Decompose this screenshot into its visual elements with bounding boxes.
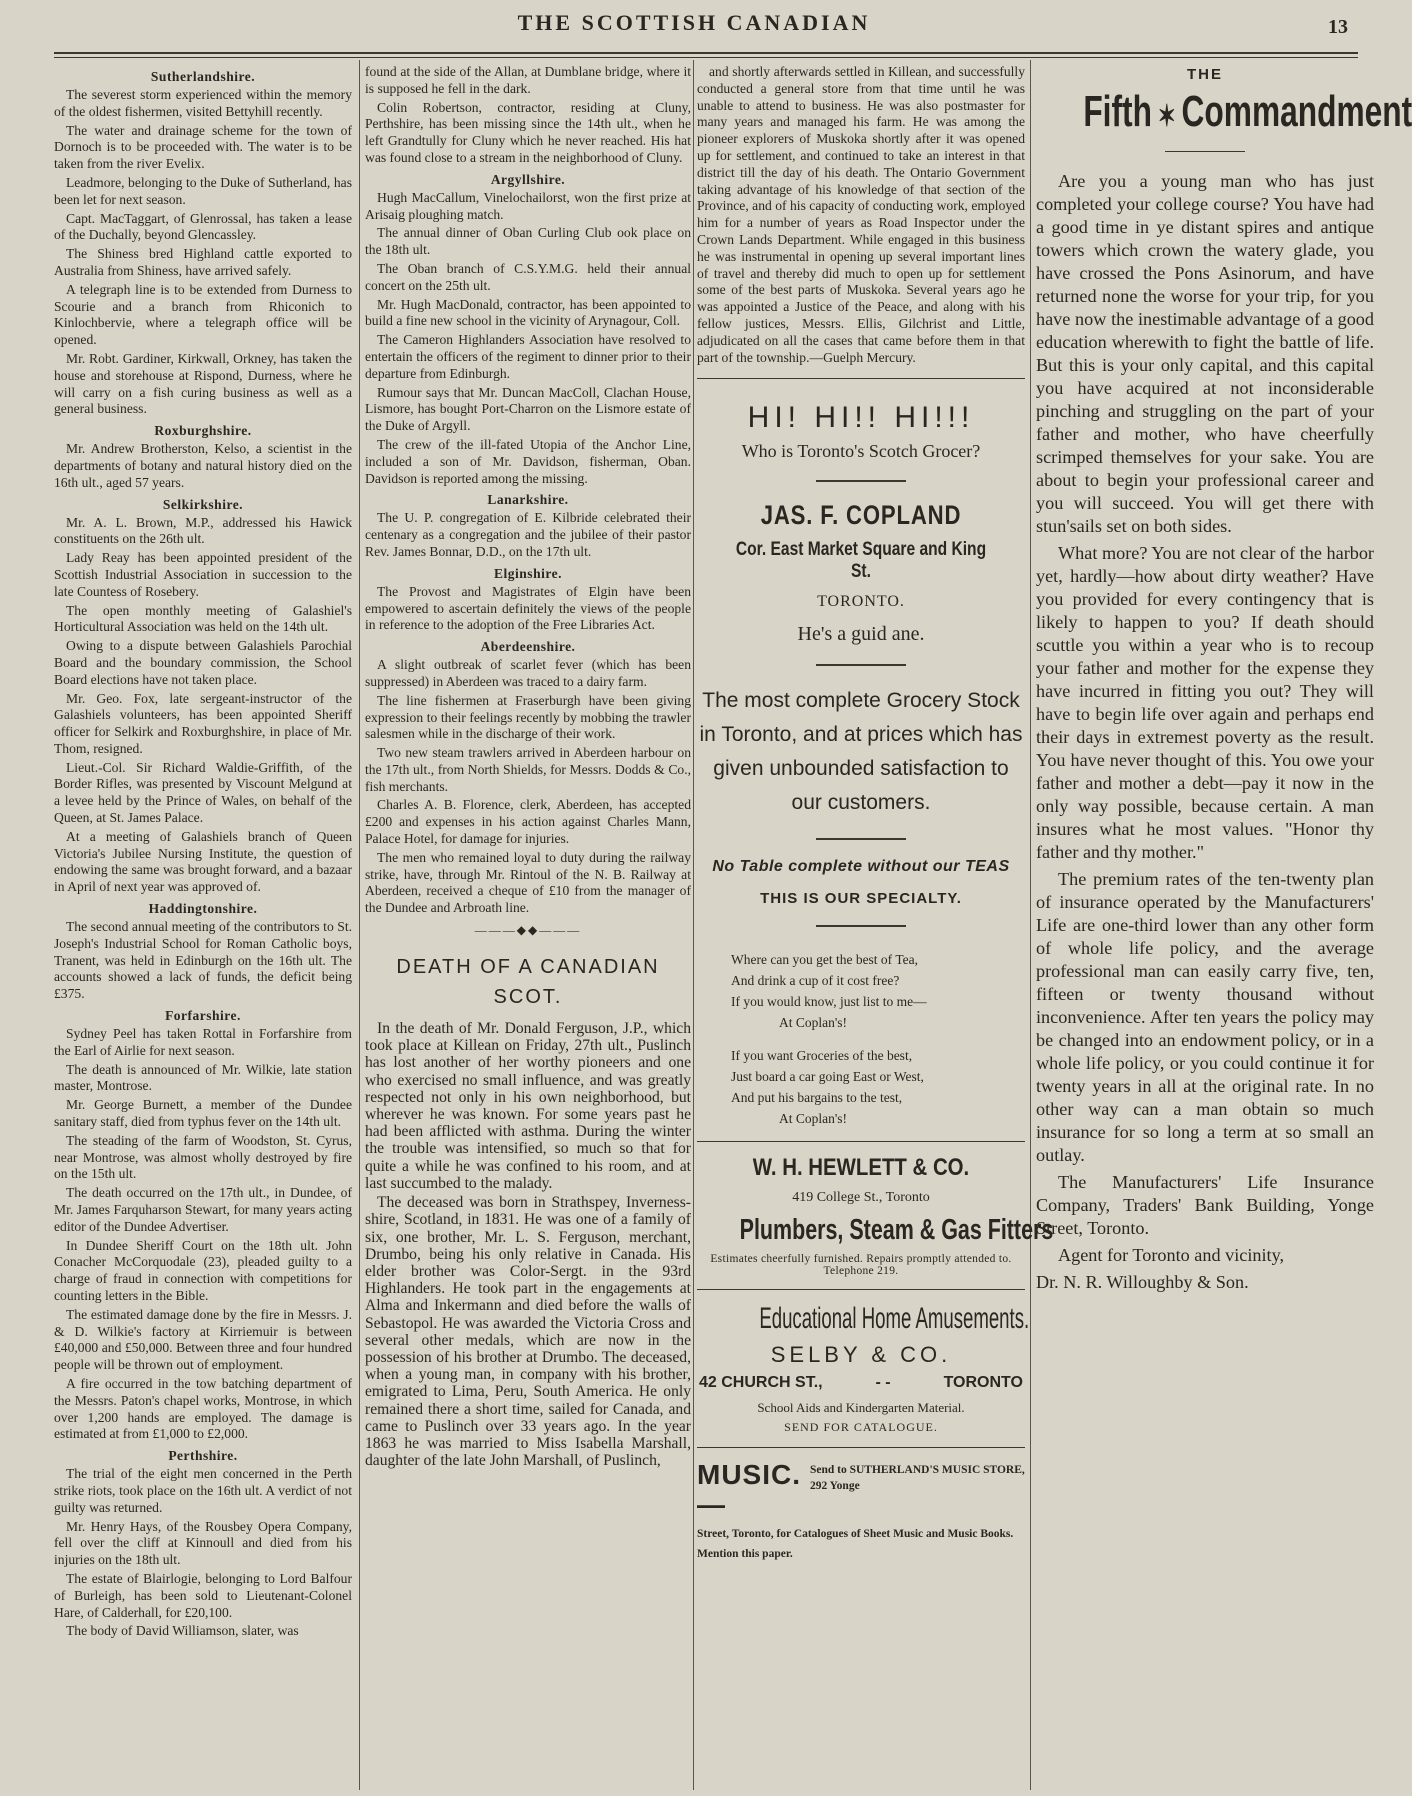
news-item: Mr. Geo. Fox, late sergeant-instructor of the Galashiels volunteers, has been appointed Sheriff officer for Selkirk and Roxburghshire, in place of Mr. Thom, resigned.	[54, 690, 352, 756]
hewlett-ad	[697, 1154, 1054, 1278]
news-item: A slight outbreak of scarlet fever (which has been suppressed) in Aberdeen was traced to a dairy farm.	[365, 657, 691, 689]
essay-paragraph: The premium rates of the ten-twenty plan of insurance operated by the Manufacturers' Life are one-third lower than any other form of whole life policy, and the average professional man can easily carry five, ten, fifteen or twenty thousand without inconvenience. After ten years the policy may be changed into an endowment policy, or in a whole life policy, or you could continue it for twenty years in all at the original rate. In no other way can a man obtain so much insurance for so long a term at so small an outlay.	[1036, 869, 1374, 1165]
ad-border	[697, 378, 1025, 379]
county-heading: Selkirkshire.	[162, 496, 244, 512]
page-number: 13	[1328, 16, 1348, 38]
copland-city: TORONTO.	[817, 593, 905, 611]
news-item: Colin Robertson, contractor, residing at Cluny, Perthshire, has been missing since the 14th ult., when he left Grandtully for Cluny which he never reached. His hat was found close to a stream in the neighborhood of Cluny.	[365, 99, 691, 165]
selby-line1: School Aids and Kindergarten Material.	[757, 1400, 965, 1416]
ads-column	[697, 64, 1054, 1789]
news-item: The Cameron Highlanders Association have resolved to entertain the officers of the regiment to dinner prior to their departure from Edinburgh.	[365, 332, 691, 381]
copland-verse	[697, 949, 1025, 1129]
article-continuation: and shortly afterwards settled in Killean, and successfully conducted a general store from that time until he was unable to attend to business. He was also postmaster for many years and managed his farm. He was among the pioneer explorers of Muskoka shortly after it was opened up for settlement, and continued to take an interest in that district till the day of his death. The Ontario Government taking advantage of his knowledge of that section of the Province, and of his capacity of conducting work, employed him for a number of years as Road Inspector under the Crown Lands Department. While engaged in this business he was instrumental in opening up several important lines of travel and thereby did much to open up for settlement some of the best parts of Muskoka. Several years ago he was appointed a Justice of the Peace, and along with his fellow justices, Messrs. Ellis, Gilchrist and Little, adjudicated on all the cases that came before them in that part of the township.—Guelph Mercury.	[697, 64, 1025, 365]
news-item: The Provost and Magistrates of Elgin have been empowered to ascertain definitely the views of the people in reference to the adoption of the Free Libraries Act.	[365, 583, 691, 633]
article-headline: DEATH OF A CANADIAN SCOT.	[396, 956, 660, 1009]
essay-body	[1036, 170, 1374, 1240]
selby-name: SELBY & CO.	[770, 1342, 952, 1368]
news-item: Sydney Peel has taken Rottal in Forfarshire from the Earl of Airlie for next season.	[54, 1026, 352, 1058]
ad-rule	[816, 480, 906, 482]
news-item: Leadmore, belonging to the Duke of Sutherland, has been let for next season.	[54, 174, 352, 207]
verse-line: And put his bargains to the test,	[731, 1090, 903, 1106]
news-item: The Oban branch of C.S.Y.M.G. held their annual concert on the 25th ult.	[365, 260, 691, 293]
verse-line: Where can you get the best of Tea,	[731, 952, 918, 968]
article-body	[365, 1020, 691, 1469]
news-item: The death is announced of Mr. Wilkie, late station master, Montrose.	[54, 1061, 352, 1094]
masthead: THE SCOTTISH CANADIAN	[517, 10, 871, 35]
copland-address: Cor. East Market Square and King St.	[735, 539, 987, 583]
news-item: In Dundee Sheriff Court on the 18th ult. John Conacher McCorquodale (23), pleaded guilty to a charge of fraud in connection with competitions for counting letters in the Bible.	[54, 1237, 352, 1303]
top-rule-thin	[54, 57, 1358, 58]
title-right: Commandment	[1181, 87, 1412, 136]
news-item: The water and drainage scheme for the town of Dornoch is to be proceeded with. The water is to be taken from the river Evelix.	[54, 122, 352, 172]
column-divider	[359, 60, 360, 1790]
hewlett-name: W. H. HEWLETT & CO.	[752, 1154, 970, 1182]
selby-street: 42 CHURCH ST.,	[699, 1374, 823, 1392]
news-item: Two new steam trawlers arrived in Aberdeen harbour on the 17th ult., from North Shields, for Messrs. Dodds & Co., fish merchants.	[365, 745, 691, 794]
essay-paragraph: The Manufacturers' Life Insurance Company, Traders' Bank Building, Yonge Street, Toronto.	[1036, 1172, 1374, 1238]
verse-line: If you want Groceries of the best,	[731, 1048, 913, 1064]
ad-border	[697, 1141, 1025, 1142]
ad-rule	[816, 664, 906, 666]
news-item: At a meeting of Galashiels branch of Queen Victoria's Jubilee Nursing Institute, the question of endowing the same was brought forward, and a bazaar in April of next year was approved of.	[54, 828, 352, 895]
music-text2: Street, Toronto, for Catalogues of Sheet Music and Music Books. Mention this paper.	[697, 1528, 1014, 1561]
news-item: Charles A. B. Florence, clerk, Aberdeen, has accepted £200 and expenses in his action against Charles Mann, Palace Hotel, for damage for injuries.	[365, 797, 691, 847]
verse-line: If you would know, just list to me—	[731, 994, 927, 1010]
news-item: A fire occurred in the tow batching department of the Messrs. Paton's chapel works, Montrose, in which over 1,200 hands are employed. The damage is estimated at from £1,000 to £2,000.	[54, 1375, 352, 1442]
copland-hi: HI! HI!! HI!!!	[747, 401, 975, 435]
news-item: Hugh MacCallum, Vinelochailorst, won the first prize at Arisaig ploughing match.	[365, 189, 691, 222]
news-item: Mr. Andrew Brotherston, Kelso, a scientist in the departments of botany and natural history died on the 16th ult., aged 57 years.	[54, 441, 352, 490]
county-heading: Roxburghshire.	[154, 423, 252, 439]
county-news-column-2	[365, 64, 691, 1789]
article-paragraph: In the death of Mr. Donald Ferguson, J.P., which took place at Killean on Friday, 27th ult., Puslinch has lost another of her worthy pioneers and one who exercised no small influence, and was greatly respected not only in his own neighborhood, but wherever he was known. For some years past he had been afflicted with asthma. During the winter the trouble was intensified, so much so that for quite a while he was confined to his room, and at last succumbed to the malady.	[365, 1020, 691, 1192]
copland-guid: He's a guid ane.	[797, 623, 925, 646]
news-item: Rumour says that Mr. Duncan MacColl, Clachan House, Lismore, has bought Port-Charron on the Lismore estate of the Duke of Argyll.	[365, 384, 691, 434]
news-item: Mr. A. L. Brown, M.P., addressed his Hawick constituents on the 26th ult.	[54, 514, 352, 547]
news-item: A telegraph line is to be extended from Durness to Scourie and a branch from Rhiconich to Kinlochbervie, where a telegraph office will be opened.	[54, 281, 352, 348]
essay-paragraph: Are you a young man who has just completed your college course? You have had a good time in ye distant spires and antique towers which crown the watery glade, you have crossed the Pons Asinorum, and have returned none the worse for your trip, for you have now the inestimable advantage of a good education wherewith to fight the battle of life. But this is your only capital, and this capital you have acquired at not inconsiderable pinching and struggling on the part of your father and mother, who have cheerfully scrimped themselves for your sake. You are about to begin your professional career and you will succeed. You will get there with stun'sails set on both sides.	[1036, 171, 1374, 536]
ad-rule	[816, 838, 906, 840]
news-item: The second annual meeting of the contributors to St. Joseph's Industrial School for Roman Catholic boys, Tranent, was held in Edinburgh on the 16th ult. The accounts showed a lack of funds, the deficit being £375.	[54, 919, 352, 1002]
essay-paragraph: What more? You are not clear of the harbor yet, hardly—how about dirty weather? Have you provided for every contingency that is likely to happen to you? If death should scuttle you within a year who is to recoup your father and mother for the expense they have incurred in fitting you out? They will have to begin life over again and perhaps end their days in extremest poverty as the result. You have never thought of this. You owe your father and mother a debt—pay it now in the only way possible, because certain. A man insures what he most values. "Honor thy father and thy mother."	[1036, 543, 1374, 862]
news-item: The Shiness bred Highland cattle exported to Australia from Shiness, have arrived safely.	[54, 246, 352, 278]
column-title	[1083, 87, 1412, 137]
county-heading: Aberdeenshire.	[480, 639, 576, 655]
news-item: Lieut.-Col. Sir Richard Waldie-Griffith, of the Border Rifles, was presented by Viscount Melgund at a levee held by the Prince of Wales, on behalf of the Queen, at St. James Palace.	[54, 759, 352, 826]
news-item: Mr. Henry Hays, of the Rousbey Opera Company, fell over the cliff at Kinnoull and died from his injuries on the 18th ult.	[54, 1518, 352, 1568]
selby-ad	[697, 1302, 1030, 1435]
verse-line: At Coplan's!	[779, 1015, 848, 1031]
news-item: The death occurred on the 17th ult., in Dundee, of Mr. James Farquharson Stewart, for many years acting editor of the Dundee Advertiser.	[54, 1185, 352, 1234]
hewlett-estimates: Estimates cheerfully furnished. Repairs promptly attended to. Telephone 219.	[710, 1253, 1012, 1278]
news-item: Owing to a dispute between Galashiels Parochial Board and the boundary commission, the School Board elections have not taken place.	[54, 638, 352, 687]
county-heading: Haddingtonshire.	[148, 901, 258, 917]
news-item: The U. P. congregation of E. Kilbride celebrated their centenary as a congregation and the jubilee of their pastor Rev. James Bonnar, D.D., on the 17th ult.	[365, 510, 691, 559]
news-item: Mr. George Burnett, a member of the Dundee sanitary staff, died from typhus fever on the 14th ult.	[54, 1097, 352, 1130]
copland-name: JAS. F. COPLAND	[760, 500, 962, 531]
verse-gap	[731, 1033, 1025, 1045]
news-item: Capt. MacTaggart, of Glenrossal, has taken a lease of the Duchally, beyond Glencassley.	[54, 210, 352, 243]
news-item: The body of David Williamson, slater, was	[66, 1623, 299, 1639]
news-item: Mr. Hugh MacDonald, contractor, has been appointed to build a fine new school in the vicinity of Arynagour, Coll.	[365, 296, 691, 329]
news-item: Lady Reay has been appointed president of the Scottish Industrial Association in succession to the late Countess of Rosebery.	[54, 550, 352, 599]
selby-line2: SEND FOR CATALOGUE.	[784, 1420, 938, 1435]
news-item: The trial of the eight men concerned in the Perth strike riots, took place on the 16th ult. A verdict of not guilty was returned.	[54, 1466, 352, 1515]
news-item: The steading of the farm of Woodston, St. Cyrus, near Montrose, was almost wholly destroyed by fire on the 15th ult.	[54, 1132, 352, 1182]
music-word: MUSIC.—	[697, 1459, 801, 1521]
copland-teas: No Table complete without our TEAS	[712, 858, 1010, 876]
selby-address	[697, 1374, 1025, 1392]
news-item: The severest storm experienced within the memory of the oldest fishermen, visited Bettyhill recently.	[54, 87, 352, 119]
title-rule	[1165, 151, 1245, 152]
news-item: The crew of the ill-fated Utopia of the Anchor Line, included a son of Mr. Davidson, fisherman, Oban. Davidson is reported among the missing.	[365, 436, 691, 486]
music-text1: Send to SUTHERLAND'S MUSIC STORE, 292 Yonge	[809, 1464, 1025, 1493]
ad-rule	[816, 925, 906, 927]
article-paragraph: The deceased was born in Strathspey, Inverness-shire, Scotland, in 1831. He was one of a family of six, one brother, Mr. L. S. Ferguson, merchant, Drumbo, being his only relative in Canada. His elder brother was Color-Sergt. in the 93rd Highlanders. He took part in the engagements at Alma and Inkermann and died before the walls of Sebastopol. He was awarded the Victoria Cross and several other medals, which are now in the possession of his brother at Drumbo. The deceased, when a young man, in company with his brother, emigrated to Lima, Peru, South America. He only remained there a short time, sailed for Canada, and came to Puslinch over 33 years ago. In the year 1863 he was married to Miss Isabella Marshall, daughter of the late John Marshall, of Puslinch,	[365, 1194, 691, 1470]
news-item: The estate of Blairlogie, belonging to Lord Balfour of Burleigh, has been sold to Lieutenant-Colonel Hare, of Calderhall, for £20,100.	[54, 1570, 352, 1620]
news-item: The open monthly meeting of Galashiel's Horticultural Association was held on the 14th ult.	[54, 602, 352, 635]
news-item: The men who remained loyal to duty during the railway strike, have, through Mr. Rintoul of the N. B. Railway at Aberdeen, received a cheque of £10 from the manager of the Dundee and Arbroath line.	[365, 849, 691, 916]
news-item: The estimated damage done by the fire in Messrs. J. & D. Wilkie's factory at Kirriemuir is between £40,000 and £50,000. Between three and four hundred people will be thrown out of employment.	[54, 1306, 352, 1373]
selby-city: TORONTO	[943, 1374, 1023, 1392]
column-kicker: THE	[1187, 66, 1223, 83]
county-news-items	[365, 64, 691, 917]
county-heading: Lanarkshire.	[487, 492, 569, 508]
copland-ad	[697, 401, 1025, 1129]
agent-name: Dr. N. R. Willoughby & Son.	[1036, 1272, 1249, 1292]
hewlett-trade: Plumbers, Steam & Gas Fitters	[739, 1214, 1054, 1247]
agent-line: Agent for Toronto and vicinity,	[1058, 1245, 1285, 1265]
news-item: found at the side of the Allan, at Dumblane bridge, where it is supposed he fell in the dark.	[365, 64, 691, 96]
title-left: Fifth	[1083, 87, 1152, 136]
news-item: Mr. Robt. Gardiner, Kirkwall, Orkney, has taken the house and storehouse at Rispond, Durness, where he will carry on a fish curing business as well as a general business.	[54, 350, 352, 417]
county-heading: Argyllshire.	[490, 171, 566, 187]
selby-dash: - -	[875, 1374, 891, 1392]
column-divider	[693, 60, 694, 1790]
county-news-column-1	[54, 64, 352, 1789]
star-icon: ✶	[1157, 100, 1176, 133]
music-ad	[697, 1460, 1025, 1564]
verse-line: At Coplan's!	[779, 1111, 848, 1127]
copland-pitch: The most complete Grocery Stock in Toronto, and at prices which has given unbounded satisfaction to our customers.	[699, 689, 1023, 815]
top-rule	[54, 52, 1358, 54]
county-heading: Perthshire.	[168, 1448, 238, 1464]
insurance-column	[1036, 64, 1412, 1789]
ad-border	[697, 1447, 1025, 1448]
copland-question: Who is Toronto's Scotch Grocer?	[741, 441, 981, 462]
county-heading: Sutherlandshire.	[150, 69, 256, 84]
selby-title: Educational Home Amusements.	[759, 1302, 1030, 1336]
column-divider	[1030, 60, 1031, 1790]
verse-line: And drink a cup of it cost free?	[731, 973, 900, 989]
news-item: The annual dinner of Oban Curling Club ook place on the 18th ult.	[365, 225, 691, 258]
ad-border	[697, 1289, 1025, 1290]
verse-line: Just board a car going East or West,	[731, 1069, 924, 1085]
copland-specialty: THIS IS OUR SPECIALTY.	[760, 890, 962, 908]
county-heading: Forfarshire.	[165, 1008, 241, 1024]
ornament-rule: ———◆◆———	[474, 923, 582, 938]
news-item: The line fishermen at Fraserburgh have been giving expression to their feelings recently by mobbing the trawler salesmen while in the discharge of their work.	[365, 692, 691, 742]
hewlett-address: 419 College St., Toronto	[792, 1190, 930, 1206]
county-heading: Elginshire.	[494, 565, 562, 581]
